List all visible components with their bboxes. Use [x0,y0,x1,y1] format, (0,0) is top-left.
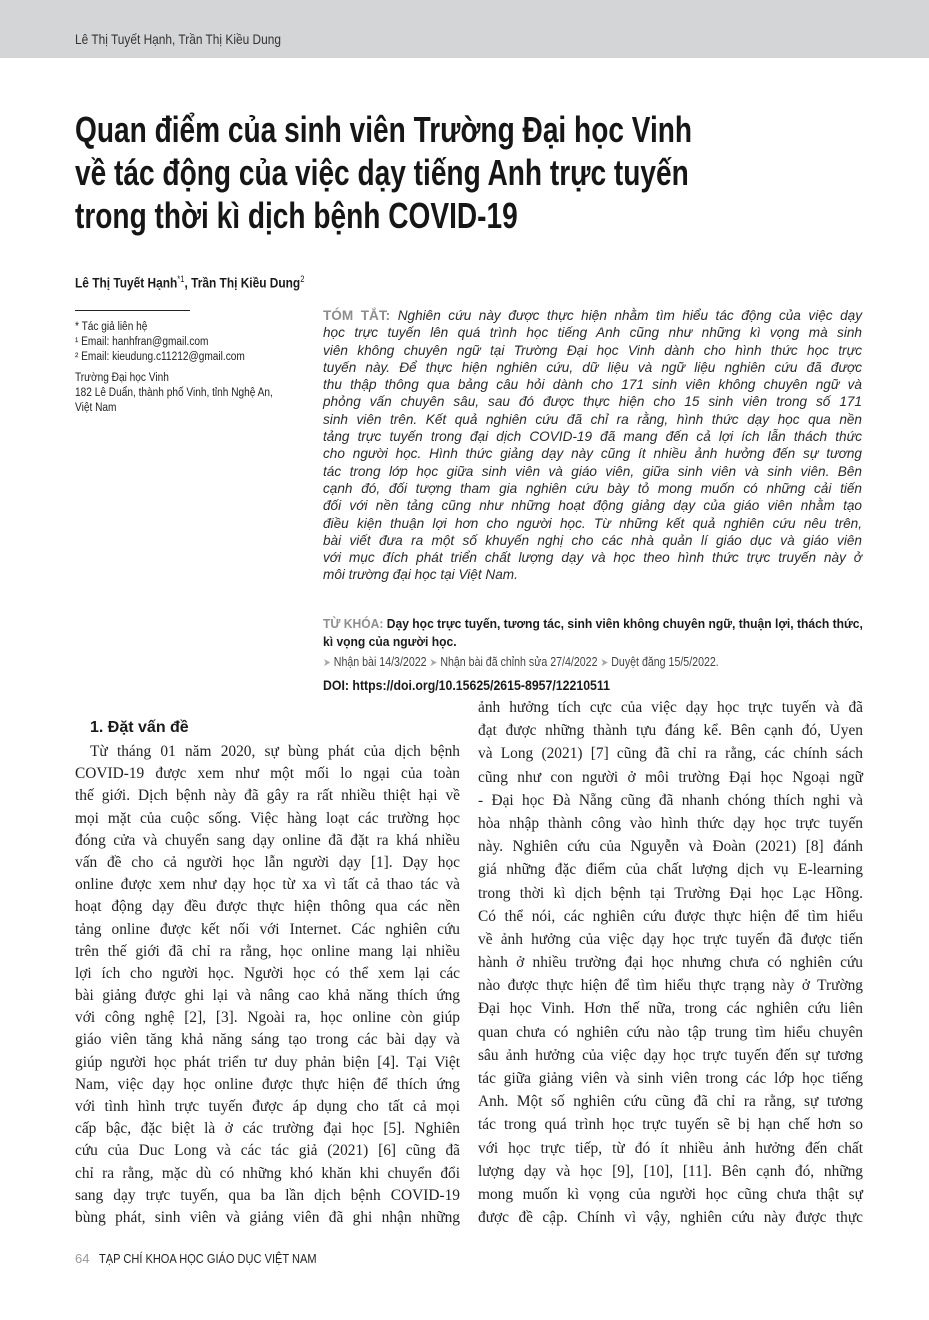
body-line: chỉ ra rằng, mặc dù có những khó khăn khi chuyển đổi [75,1164,460,1182]
keywords-label: TỪ KHÓA: [323,616,387,631]
body-line: tảng online được kết nối với Internet. Các nghiên cứu [75,920,460,938]
body-line: COVID-19 được xem như một mối lo ngại của toàn [75,765,460,783]
keywords-line: kì vọng của người học. [323,634,457,649]
body-line: với học trực tiếp, từ đó ít nhiều ảnh hưởng đến chất [478,1139,863,1157]
keywords-text: Dạy học trực tuyến, tương tác, sinh viên không chuyên ngữ, thuận lợi, thách thức, [386,616,863,631]
affiliation: Trường Đại học Vinh [75,372,169,384]
arrow-icon: ➤ [323,657,331,669]
abstract-line: đối với nền tảng cũng như những hoạt động giảng dạy của giáo viên nhằm tạo [323,498,862,514]
abstract-line: điều kiện thuận lợi hơn cho người học. Từ những kết quả nghiên cứu nêu trên, [323,515,862,531]
body-line: hoạt động dạy đều được thực hiện thông qua các nền [75,898,460,916]
running-header: Lê Thị Tuyết Hạnh, Trần Thị Kiều Dung [75,31,281,47]
body-line: với công nghệ [2], [3]. Ngoài ra, học online còn giúp [75,1009,460,1027]
abstract-line: với mục đích phát triển chất lượng dạy và học theo hình thức trực truyến này ở [323,550,862,566]
body-line: Đại học Vinh. Hơn thế nữa, trong các nghiên cứu liên [478,1000,863,1018]
body-line: giáo viên tăng khả năng sáng tạo trong các bài dạy và [75,1031,460,1049]
abstract-line: sinh viên trên. Kết quả nghiên cứu đã chỉ ra rằng, hình thức dạy học qua nền [323,411,862,427]
abstract-line: thu thập thông qua bảng câu hỏi dành cho 171 sinh viên không chuyên ngữ và [323,377,862,393]
body-line: - Đại học Đà Nẵng cũng đã nhanh chóng thích nghi và [478,791,863,809]
body-line: đạt được những thành tựu đáng kể. Bên cạnh đó, Uyen [478,722,863,740]
title-line: về tác động của việc dạy tiếng Anh trực tuyến [75,152,689,193]
body-line: lượng dạy và học [9], [10], [11]. Bên cạnh đó, những [478,1162,863,1180]
arrow-icon: ➤ [600,657,609,669]
body-line: cũng như con người ở môi trường Đại học Ngoại ngữ [478,768,863,786]
body-line: vấn đề cho cả người học lẫn người dạy [1]. Dạy học [75,853,460,871]
abstract-line [323,307,862,324]
abstract-line: môi trường đại học tại Việt Nam. [323,567,518,583]
body-line: được đề cập. Chính vì vậy, nghiên cứu này được thực [478,1209,863,1227]
abstract-label: TÓM TẮT: [323,308,398,323]
footnote-rule [75,310,190,311]
body-line: bùng phát, sinh viên và giảng viên đã ghi nhận những [75,1208,460,1226]
email-2[interactable]: ² Email: kieudung.c11212@gmail.com [75,351,245,363]
corresponding-note: * Tác giả liên hệ [75,321,148,333]
abstract-line: viên không chuyên ngữ tại Trường Đại học Vinh dành cho hình thức học trực [323,342,862,358]
header-band [0,0,929,58]
body-line: Anh. Một số nghiên cứu cũng đã chỉ ra rằng, sự tương [478,1093,863,1111]
address: 182 Lê Duẩn, thành phố Vinh, tỉnh Nghệ An, [75,387,273,399]
author-2: Trần Thị Kiều Dung [191,274,301,291]
revised-date: Nhận bài đã chỉnh sửa 27/4/2022 [440,655,598,669]
abstract [323,307,862,584]
body-line: cấp bậc, đặc biệt là ở các trường đại học [5]. Nghiên [75,1120,460,1138]
article-title [75,108,866,237]
body-line: hành ở nhiều trường đại học nhưng chưa có nghiên cứu [478,954,863,972]
body-line: hòa nhập thành công vào hình thức dạy học trực tuyến [478,814,863,832]
body-line: lợi ích cho người học. Người học có thể xem lại các [75,964,460,982]
body-line: Nam, việc dạy học online được thực hiện để thích ứng [75,1075,460,1093]
email-1[interactable]: ¹ Email: hanhfran@gmail.com [75,336,209,348]
author-info [75,320,273,416]
body-line: nào được thực hiện để tìm hiểu thực trạng này ở Trường [478,977,863,995]
accepted-date: Duyệt đăng 15/5/2022. [611,655,719,669]
body-line: Có thể nói, các nghiên cứu được thực hiện để tìm hiểu [478,907,863,925]
abstract-line: cho người học. Hình thức giảng dạy này cũng ít nhiều ảnh hưởng đến sự tương [323,446,862,462]
body-line: trong thời kì dịch bệnh tại Trường Đại học Lạc Hồng. [478,884,863,902]
abstract-line: tảng trực tuyến trong đại dịch COVID-19 đã mang đến cả lợi ích lẫn thách thức [323,429,862,445]
body-line: và Long (2021) [7] cũng đã chỉ ra rằng, các chính sách [478,745,863,763]
body-line: mong muốn kì vọng của người học cũng chưa thật sự [478,1185,863,1203]
abstract-line: tuyến này. Để thực hiện nghiên cứu, dữ liệu và ngữ liệu nghiên cứu đã được [323,359,862,375]
body-line: giúp người học phát triển tư duy phản biện [4]. Tại Việt [75,1053,460,1071]
body-line: trên thế giới đã chỉ ra rằng, học online mang lại nhiều [75,942,460,960]
body-line: Từ tháng 01 năm 2020, sự bùng phát của dịch bệnh [90,743,460,760]
title-line: trong thời kì dịch bệnh COVID-19 [75,195,518,236]
arrow-icon: ➤ [429,657,438,669]
abstract-text: Nghiên cứu này được thực hiện nhằm tìm hiểu tác động của việc dạy [397,308,863,323]
body-line: với tình hình trực tuyến được áp dụng cho tất cả mọi [75,1098,460,1115]
body-line: quan chưa có nghiên cứu nào tập trung tìm hiểu chuyên [478,1023,863,1041]
title-line: Quan điểm của sinh viên Trường Đại học Vinh [75,109,693,150]
body-line: mọi mặt của cuộc sống. Việc hàng loạt các trường học [75,809,460,827]
body-line: tác giữa giảng viên và sinh viên trong các lớp học tiếng [478,1070,863,1087]
page-number: 64 [75,1251,90,1266]
keywords-line [323,615,862,633]
body-line: cứu của Duc Long và các tác giả (2021) [6] cũng đã [75,1142,460,1160]
body-line: tác trong quá trình học trực tuyến sẽ bị hạn chế hơn so [478,1116,863,1134]
abstract-line: tác trong lớp học giữa sinh viên và giáo viên, giữa sinh viên và sinh viên. Bên [323,463,862,479]
country: Việt Nam [75,402,117,414]
abstract-line: học trực tuyến lên quá trình học tiếng Anh cũng như những kì vọng mà sinh [323,325,862,341]
abstract-line: cạnh đó, đối tượng tham gia nghiên cứu bày tỏ mong muốn có những cải tiến [323,480,862,496]
article-dates [323,655,719,669]
author-separator: , [184,274,192,291]
body-line: đóng cửa và chuyển sang dạy online đã đặt ra khá nhiều [75,831,460,849]
section-heading: 1. Đặt vấn đề [90,719,189,736]
abstract-line: bài viết đưa ra một số khuyến nghị cho các nhà quản lí giáo dục và giáo viên [323,532,862,548]
received-date: Nhận bài 14/3/2022 [333,655,427,669]
body-column-right [478,696,863,1229]
page-footer [75,1251,355,1266]
body-column-left [75,741,460,1229]
author-line [75,274,304,291]
body-line: sâu ảnh hưởng của việc dạy học trực tuyến đến sự tương [478,1046,863,1064]
body-line: này. Nghiên cứu của Nguyễn và Đoàn (2021) [8] đánh [478,838,863,856]
body-line: bài giảng được ghi lại và nâng cao khả năng thích ứng [75,987,460,1005]
body-line: ảnh hưởng tích cực của việc dạy học trực tuyến và đã [478,699,863,716]
body-line: giá những đặc điểm của chất lượng dịch vụ E-learning [478,861,863,879]
abstract-line: phỏng vấn chuyên sâu, sau đó được thực hiện cho 15 sinh viên trong số 171 [323,394,862,410]
author-1-mark: *1 [177,274,185,284]
keywords [323,615,862,651]
journal-name: TẠP CHÍ KHOA HỌC GIÁO DỤC VIỆT NAM [99,1251,318,1266]
body-line: online được xem như dạy học từ xa vì tất cả thao tác và [75,876,460,894]
body-line: sang dạy trực tuyến, qua ba lần dịch bệnh COVID-19 [75,1186,460,1204]
doi-link[interactable]: DOI: https://doi.org/10.15625/2615-8957/12210511 [323,677,610,693]
body-line: thế giới. Dịch bệnh này đã gây ra rất nhiều thiệt hại về [75,787,460,805]
author-2-mark: 2 [300,274,305,284]
author-1: Lê Thị Tuyết Hạnh [75,274,178,291]
body-line: về ảnh hưởng của việc dạy học trực tuyến đã được tiến [478,930,863,948]
